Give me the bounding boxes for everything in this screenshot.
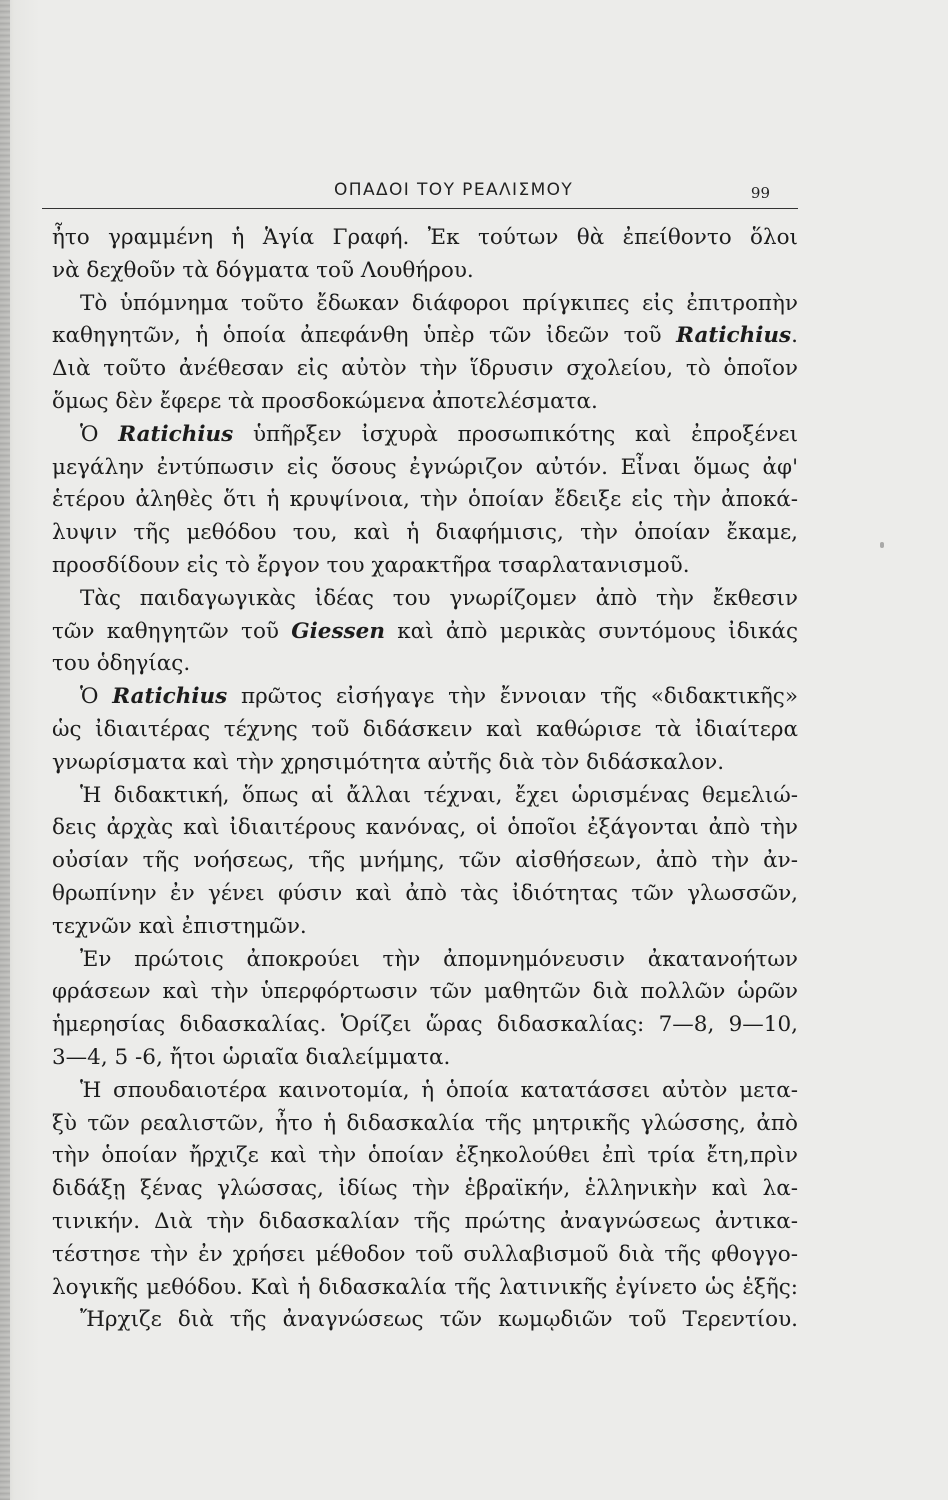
running-title: ΟΠΑΔΟΙ ΤΟΥ ΡΕΑΛΙΣΜΟΥ [334,180,574,200]
text-line: του ὁδηγίας. [52,651,191,677]
text-line: δεις ἀρχὰς καὶ ἰδιαιτέρους κανόνας, οἱ ὁποῖοι ἐξάγονται ἀπὸ τὴν [52,815,798,841]
text-line: προσδίδουν εἰς τὸ ἔργον του χαρακτῆρα τσαρλατανισμοῦ. [52,552,690,578]
text-line: Ἡ σπουδαιοτέρα καινοτομία, ἡ ὁποία κατατάσσει αὐτὸν μετα- [80,1077,798,1103]
text-line: Ἡ διδακτική, ὅπως αἱ ἄλλαι τέχναι, ἔχει ὡρισμένας θεμελιώ- [80,782,798,808]
text-line: Διὰ τοῦτο ἀνέθεσαν εἰς αὐτὸν τὴν ἵδρυσιν σχολείου, τὸ ὁποῖον [52,356,798,382]
text-line: τῶν καθηγητῶν τοῦ Giessen καὶ ἀπὸ μερικὰς συντόμους ἰδικάς [52,618,798,644]
text-line: 3—4, 5 -6, ἤτοι ὡριαῖα διαλείμματα. [52,1044,451,1070]
italic-name: Ratichius [118,421,234,447]
text-line: τινικήν. Διὰ τὴν διδασκαλίαν τῆς πρώτης ἀναγνώσεως ἀντικα- [52,1208,798,1234]
text-line: Τὰς παιδαγωγικὰς ἰδέας του γνωρίζομεν ἀπὸ τὴν ἔκθεσιν [80,585,798,611]
text-line: Ἐν πρώτοις ἀποκρούει τὴν ἀπομνημόνευσιν ἀκατανοήτων [80,946,798,972]
text-line: τέστησε τὴν ἐν χρήσει μέθοδον τοῦ συλλαβισμοῦ διὰ τῆς φθογγο- [52,1241,798,1267]
text-line: ἑτέρου ἀληθὲς ὅτι ἡ κρυψίνοια, τὴν ὁποίαν ἔδειξε εἰς τὴν ἀποκά- [52,487,798,513]
text-line: Ὁ Ratichius ὑπῆρξεν ἰσχυρὰ προσωπικότης καὶ ἐπροξένει [80,421,798,447]
italic-name: Ratichius [112,684,228,710]
text-line: γνωρίσματα καὶ τὴν χρησιμότητα αὐτῆς διὰ τὸν διδάσκαλον. [52,749,725,775]
text-line: φράσεων καὶ τὴν ὑπερφόρτωσιν τῶν μαθητῶν διὰ πολλῶν ὡρῶν [52,979,798,1005]
book-binding-edge [0,0,10,1500]
text-line: Τὸ ὑπόμνημα τοῦτο ἔδωκαν διάφοροι πρίγκιπες εἰς ἐπιτροπὴν [80,290,798,316]
text-line: οὐσίαν τῆς νοήσεως, τῆς μνήμης, τῶν αἰσθήσεων, ἀπὸ τὴν ἀν- [52,848,798,874]
text-line: ξὺ τῶν ρεαλιστῶν, ἦτο ἡ διδασκαλία τῆς μητρικῆς γλώσσης, ἀπὸ [52,1110,798,1136]
text-line: μεγάλην ἐντύπωσιν εἰς ὅσους ἐγνώριζον αὐτόν. Εἶναι ὅμως ἀφ' [52,454,798,480]
page-header [42,174,798,209]
text-line: καθηγητῶν, ἡ ὁποία ἀπεφάνθη ὑπὲρ τῶν ἰδεῶν τοῦ Ratichius. [52,323,798,349]
text-line: Ἤρχιζε διὰ τῆς ἀναγνώσεως τῶν κωμῳδιῶν τοῦ Τερεντίου. [80,1307,798,1333]
text-line: ὅμως δὲν ἔφερε τὰ προσδοκώμενα ἀποτελέσματα. [52,388,598,414]
text-line: ὡς ἰδιαιτέρας τέχνης τοῦ διδάσκειν καὶ καθώρισε τὰ ἰδιαίτερα [52,716,798,742]
italic-name: Giessen [291,618,385,644]
page-number: 99 [750,184,770,202]
text-line: ἡμερησίας διδασκαλίας. Ὁρίζει ὥρας διδασκαλίας: 7—8, 9—10, [52,1012,798,1038]
italic-name: Ratichius [676,323,792,349]
ink-speck [880,542,884,548]
text-line: νὰ δεχθοῦν τὰ δόγματα τοῦ Λουθήρου. [52,257,474,283]
text-line: τὴν ὁποίαν ἤρχιζε καὶ τὴν ὁποίαν ἐξηκολούθει ἐπὶ τρία ἔτη,πρὶν [52,1143,798,1169]
text-line: λογικῆς μεθόδου. Καὶ ἡ διδασκαλία τῆς λατινικῆς ἐγίνετο ὡς ἑξῆς: [52,1274,798,1300]
text-line: θρωπίνην ἐν γένει φύσιν καὶ ἀπὸ τὰς ἰδιότητας τῶν γλωσσῶν, [52,880,798,906]
text-line: διδάξῃ ξένας γλώσσας, ἰδίως τὴν ἑβραϊκήν, ἑλληνικὴν καὶ λα- [52,1176,798,1202]
body-text [52,222,798,1337]
text-line: ἦτο γραμμένη ἡ Ἁγία Γραφή. Ἐκ τούτων θὰ ἐπείθοντο ὅλοι [52,225,798,250]
text-line: Ὁ Ratichius πρῶτος εἰσήγαγε τὴν ἔννοιαν τῆς «διδακτικῆς» [80,684,798,710]
text-line: λυψιν τῆς μεθόδου του, καὶ ἡ διαφήμισις, τὴν ὁποίαν ἔκαμε, [52,520,798,546]
text-line: τεχνῶν καὶ ἐπιστημῶν. [52,913,307,939]
